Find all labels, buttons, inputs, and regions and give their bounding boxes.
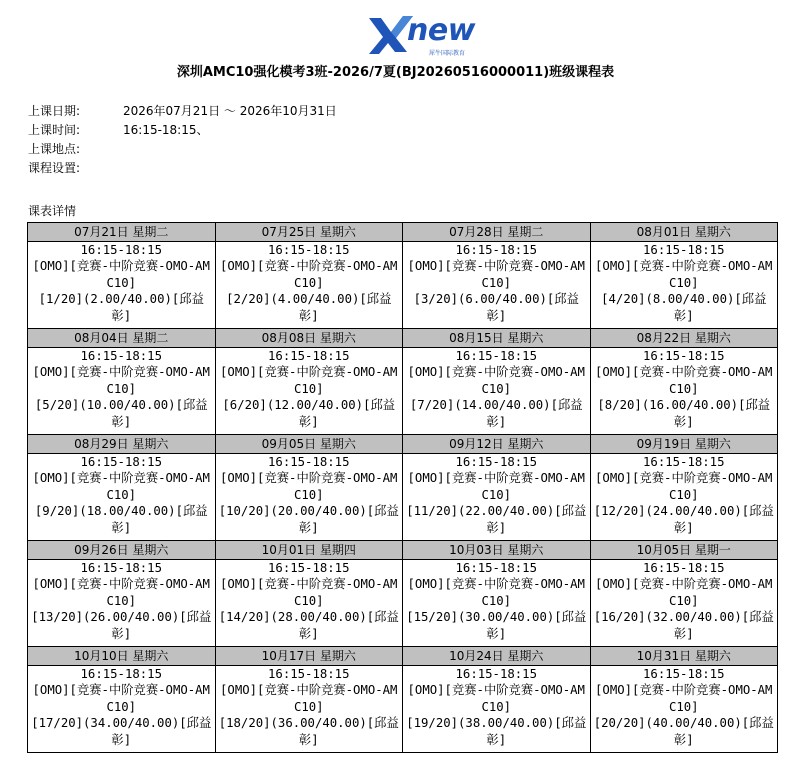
session-progress: [5/20](10.00/40.00)[邱益彰] — [34, 398, 208, 429]
session-date: 09月19日 星期六 — [590, 435, 778, 454]
session-cell — [28, 242, 216, 329]
session-date: 10月31日 星期六 — [590, 647, 778, 666]
session-cell — [215, 666, 403, 753]
session-course: [OMO][竞赛-中阶竞赛-OMO-AMC10] — [32, 471, 210, 502]
session-course: [OMO][竞赛-中阶竞赛-OMO-AMC10] — [220, 471, 398, 502]
session-cell — [590, 454, 778, 541]
session-time: 16:15-18:15 — [80, 667, 162, 681]
session-progress: [1/20](2.00/40.00)[邱益彰] — [38, 292, 204, 323]
session-time: 16:15-18:15 — [455, 667, 537, 681]
session-progress: [16/20](32.00/40.00)[邱益彰] — [593, 610, 774, 641]
session-cell — [215, 348, 403, 435]
session-time: 16:15-18:15 — [268, 349, 350, 363]
session-time: 16:15-18:15 — [643, 455, 725, 469]
session-cell — [28, 666, 216, 753]
session-cell — [403, 560, 591, 647]
session-row — [28, 242, 778, 329]
session-course: [OMO][竞赛-中阶竞赛-OMO-AMC10] — [32, 577, 210, 608]
session-date: 10月10日 星期六 — [28, 647, 216, 666]
info-label: 上课地点: — [28, 142, 81, 156]
session-course: [OMO][竞赛-中阶竞赛-OMO-AMC10] — [595, 683, 773, 714]
session-progress: [19/20](38.00/40.00)[邱益彰] — [406, 716, 587, 747]
session-time: 16:15-18:15 — [643, 349, 725, 363]
info-label: 课程设置: — [28, 161, 81, 175]
date-header-row — [28, 647, 778, 666]
session-cell — [28, 560, 216, 647]
session-progress: [18/20](36.00/40.00)[邱益彰] — [218, 716, 399, 747]
info-value: 16:15-18:15、 — [123, 123, 209, 137]
session-date: 09月12日 星期六 — [403, 435, 591, 454]
session-cell — [403, 242, 591, 329]
session-progress: [14/20](28.00/40.00)[邱益彰] — [218, 610, 399, 641]
session-date: 10月05日 星期一 — [590, 541, 778, 560]
session-progress: [11/20](22.00/40.00)[邱益彰] — [406, 504, 587, 535]
session-cell — [28, 348, 216, 435]
session-time: 16:15-18:15 — [268, 243, 350, 257]
session-course: [OMO][竞赛-中阶竞赛-OMO-AMC10] — [407, 365, 585, 396]
session-row — [28, 454, 778, 541]
session-cell — [403, 454, 591, 541]
session-progress: [10/20](20.00/40.00)[邱益彰] — [218, 504, 399, 535]
info-row-time — [28, 121, 337, 140]
session-course: [OMO][竞赛-中阶竞赛-OMO-AMC10] — [220, 259, 398, 290]
session-course: [OMO][竞赛-中阶竞赛-OMO-AMC10] — [32, 683, 210, 714]
session-progress: [12/20](24.00/40.00)[邱益彰] — [593, 504, 774, 535]
logo-subtitle: 犀牛国际教育 — [429, 50, 466, 57]
session-date: 08月04日 星期二 — [28, 329, 216, 348]
date-header-row — [28, 329, 778, 348]
session-course: [OMO][竞赛-中阶竞赛-OMO-AMC10] — [595, 259, 773, 290]
session-time: 16:15-18:15 — [643, 561, 725, 575]
session-date: 08月01日 星期六 — [590, 223, 778, 242]
session-time: 16:15-18:15 — [80, 243, 162, 257]
session-date: 07月25日 星期六 — [215, 223, 403, 242]
session-progress: [13/20](26.00/40.00)[邱益彰] — [31, 610, 212, 641]
info-row-settings — [28, 159, 337, 178]
session-date: 08月29日 星期六 — [28, 435, 216, 454]
schedule-table — [27, 222, 778, 753]
xnew-logo — [367, 14, 479, 64]
session-progress: [4/20](8.00/40.00)[邱益彰] — [601, 292, 767, 323]
session-time: 16:15-18:15 — [455, 349, 537, 363]
session-time: 16:15-18:15 — [80, 561, 162, 575]
session-time: 16:15-18:15 — [80, 455, 162, 469]
session-cell — [403, 348, 591, 435]
session-date: 09月26日 星期六 — [28, 541, 216, 560]
session-course: [OMO][竞赛-中阶竞赛-OMO-AMC10] — [595, 471, 773, 502]
session-date: 10月03日 星期六 — [403, 541, 591, 560]
session-time: 16:15-18:15 — [455, 561, 537, 575]
session-course: [OMO][竞赛-中阶竞赛-OMO-AMC10] — [407, 471, 585, 502]
session-course: [OMO][竞赛-中阶竞赛-OMO-AMC10] — [220, 577, 398, 608]
session-row — [28, 666, 778, 753]
session-cell — [28, 454, 216, 541]
date-header-row — [28, 541, 778, 560]
session-time: 16:15-18:15 — [455, 243, 537, 257]
session-cell — [590, 242, 778, 329]
session-progress: [20/20](40.00/40.00)[邱益彰] — [593, 716, 774, 747]
session-row — [28, 560, 778, 647]
session-cell — [403, 666, 591, 753]
session-course: [OMO][竞赛-中阶竞赛-OMO-AMC10] — [595, 577, 773, 608]
session-time: 16:15-18:15 — [455, 455, 537, 469]
session-time: 16:15-18:15 — [80, 349, 162, 363]
session-course: [OMO][竞赛-中阶竞赛-OMO-AMC10] — [407, 683, 585, 714]
session-cell — [590, 348, 778, 435]
session-date: 08月08日 星期六 — [215, 329, 403, 348]
session-time: 16:15-18:15 — [268, 561, 350, 575]
session-cell — [215, 560, 403, 647]
session-time: 16:15-18:15 — [268, 455, 350, 469]
info-label: 上课日期: — [28, 104, 81, 118]
session-date: 08月15日 星期六 — [403, 329, 591, 348]
session-progress: [15/20](30.00/40.00)[邱益彰] — [406, 610, 587, 641]
session-progress: [3/20](6.00/40.00)[邱益彰] — [413, 292, 579, 323]
session-course: [OMO][竞赛-中阶竞赛-OMO-AMC10] — [407, 259, 585, 290]
session-date: 10月17日 星期六 — [215, 647, 403, 666]
session-time: 16:15-18:15 — [268, 667, 350, 681]
logo-text: new — [407, 13, 475, 48]
session-row — [28, 348, 778, 435]
session-date: 10月01日 星期四 — [215, 541, 403, 560]
session-course: [OMO][竞赛-中阶竞赛-OMO-AMC10] — [32, 259, 210, 290]
session-progress: [9/20](18.00/40.00)[邱益彰] — [34, 504, 208, 535]
section-title: 课表详情 — [28, 204, 77, 218]
info-row-location — [28, 140, 337, 159]
session-course: [OMO][竞赛-中阶竞赛-OMO-AMC10] — [32, 365, 210, 396]
session-course: [OMO][竞赛-中阶竞赛-OMO-AMC10] — [220, 683, 398, 714]
session-date: 10月24日 星期六 — [403, 647, 591, 666]
session-date: 07月21日 星期二 — [28, 223, 216, 242]
session-progress: [8/20](16.00/40.00)[邱益彰] — [597, 398, 771, 429]
session-cell — [590, 666, 778, 753]
session-cell — [590, 560, 778, 647]
session-course: [OMO][竞赛-中阶竞赛-OMO-AMC10] — [407, 577, 585, 608]
date-header-row — [28, 435, 778, 454]
info-row-date — [28, 102, 337, 121]
date-header-row — [28, 223, 778, 242]
session-time: 16:15-18:15 — [643, 667, 725, 681]
session-date: 09月05日 星期六 — [215, 435, 403, 454]
info-value: 2026年07月21日 ～ 2026年10月31日 — [123, 104, 337, 118]
course-info — [28, 102, 337, 178]
session-course: [OMO][竞赛-中阶竞赛-OMO-AMC10] — [220, 365, 398, 396]
session-progress: [17/20](34.00/40.00)[邱益彰] — [31, 716, 212, 747]
session-cell — [215, 454, 403, 541]
info-label: 上课时间: — [28, 123, 81, 137]
session-progress: [6/20](12.00/40.00)[邱益彰] — [222, 398, 396, 429]
session-progress: [2/20](4.00/40.00)[邱益彰] — [226, 292, 392, 323]
page-title: 深圳AMC10强化模考3班-2026/7夏(BJ20260516000011)班级课程表 — [176, 65, 615, 80]
session-course: [OMO][竞赛-中阶竞赛-OMO-AMC10] — [595, 365, 773, 396]
session-cell — [215, 242, 403, 329]
session-date: 07月28日 星期二 — [403, 223, 591, 242]
session-time: 16:15-18:15 — [643, 243, 725, 257]
session-progress: [7/20](14.00/40.00)[邱益彰] — [409, 398, 583, 429]
session-date: 08月22日 星期六 — [590, 329, 778, 348]
